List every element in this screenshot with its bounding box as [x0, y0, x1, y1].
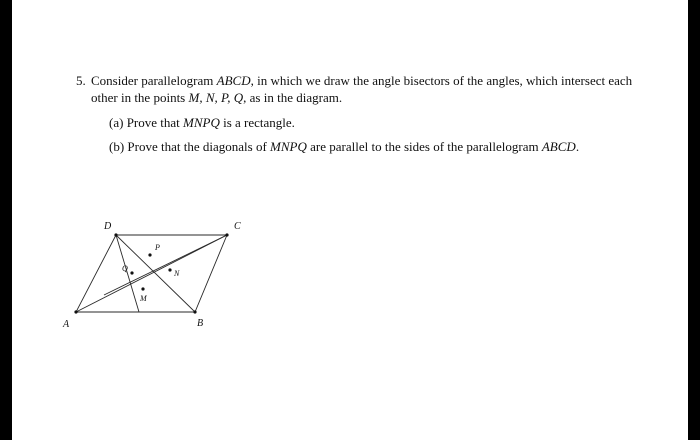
part-a-label: (a): [109, 115, 124, 130]
problem-number: 5.: [76, 73, 86, 88]
part-a-math: MNPQ: [183, 115, 220, 130]
statement-points: M, N, P, Q: [188, 90, 244, 105]
point-p-label: P: [155, 243, 160, 252]
vertex-d-label: D: [104, 221, 112, 232]
point-n-dot: [168, 268, 171, 271]
statement-abcd: ABCD: [216, 73, 251, 88]
vertex-d-dot: [114, 233, 117, 236]
part-b-math2: ABCD: [541, 139, 576, 154]
vertex-b-label: B: [197, 318, 204, 329]
vertex-a-label: A: [63, 319, 70, 330]
part-b-rest: .: [575, 139, 580, 154]
bisector-a: [76, 235, 227, 312]
point-p-dot: [148, 253, 151, 256]
part-b-label: (b): [109, 139, 125, 154]
point-m-dot: [141, 287, 144, 290]
part-b-math: MNPQ: [270, 139, 307, 154]
statement-line1-text: Consider parallelogram: [91, 73, 217, 88]
part-b-text: Prove that the diagonals of: [127, 139, 271, 154]
vertex-c-label: C: [234, 221, 241, 232]
point-m-label: M: [140, 294, 147, 303]
vertex-c-dot: [225, 233, 228, 236]
part-a-text: Prove that: [126, 115, 184, 130]
point-q-label: Q: [122, 264, 128, 273]
statement-line2-text: other in the points: [91, 90, 189, 105]
vertex-a-dot: [74, 310, 77, 313]
point-n-label: N: [174, 269, 180, 278]
vertex-b-dot: [193, 310, 196, 313]
point-q-dot: [130, 271, 133, 274]
part-a-rest: is a rectangle.: [219, 115, 295, 130]
statement-line2-rest: , as in the diagram.: [243, 90, 343, 105]
part-b-mid: are parallel to the sides of the parallelogram: [306, 139, 542, 154]
statement-line1-rest: , in which we draw the angle bisectors of the angles, which intersect each: [250, 73, 633, 88]
